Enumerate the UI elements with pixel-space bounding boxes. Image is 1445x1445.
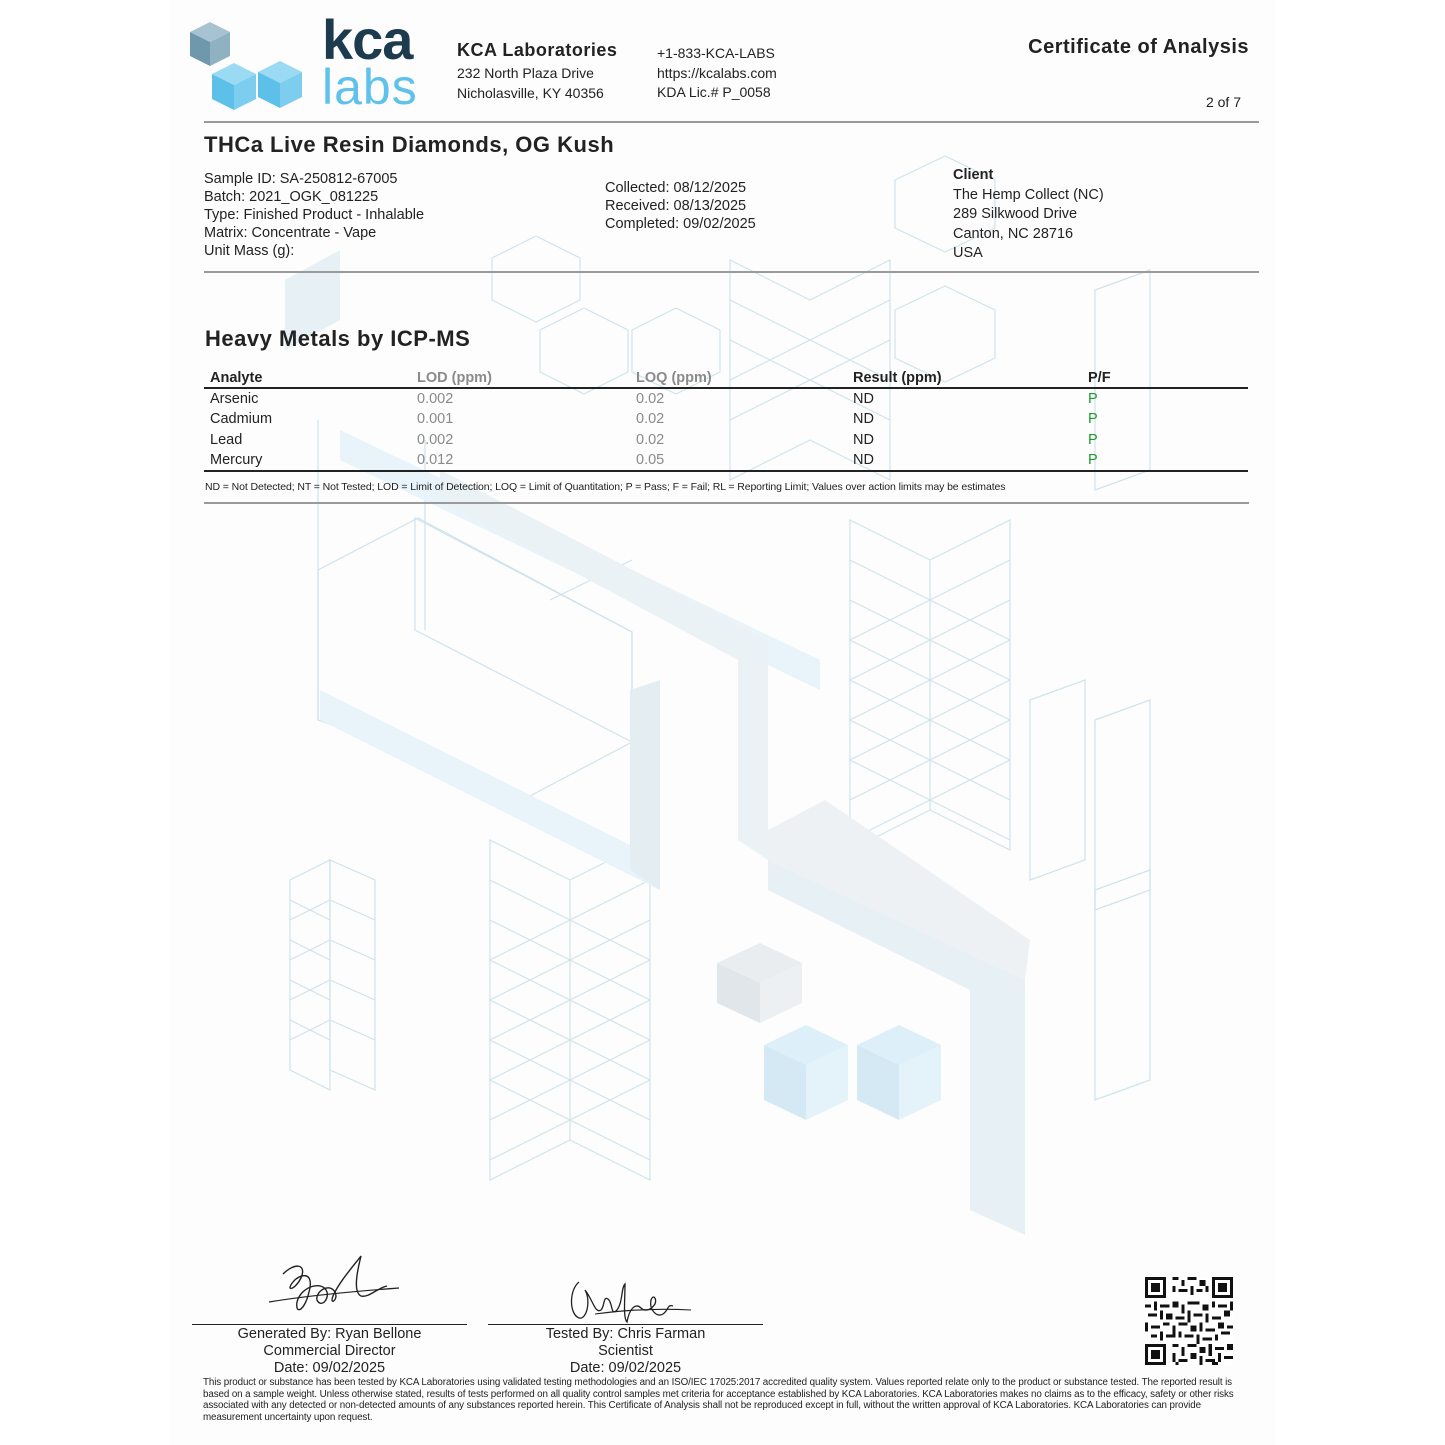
kca-logo-icon: [188, 18, 308, 113]
signature-ryan-bellone-icon: [265, 1252, 405, 1327]
table-row: [204, 409, 1248, 430]
document-title: Certificate of Analysis: [1028, 36, 1249, 58]
sample-id: Sample ID: SA-250812-67005: [204, 171, 398, 187]
table-legend-note: ND = Not Detected; NT = Not Tested; LOD = Limit of Detection; LOQ = Limit of Quantitation; P = Pass; F = Fail; RL = Reporting Limit; Values over action limits may be estimates: [205, 481, 1006, 493]
header-analyte: Analyte: [204, 368, 411, 388]
cell-pf: P: [1088, 431, 1098, 448]
sample-divider: [204, 271, 1259, 273]
header-result: Result (ppm): [847, 368, 1082, 388]
lab-name: KCA Laboratories: [457, 40, 618, 60]
table-header-row: [204, 368, 1248, 388]
header-loq: LOQ (ppm): [630, 368, 847, 388]
date-collected: Collected: 08/12/2025: [605, 180, 747, 196]
lab-address-line1: 232 North Plaza Drive: [457, 65, 594, 81]
sample-unit-mass: Unit Mass (g):: [204, 243, 295, 259]
cell-loq: 0.02: [636, 411, 665, 428]
cell-loq: 0.02: [636, 390, 665, 407]
sample-batch: Batch: 2021_OGK_081225: [204, 189, 379, 205]
header-lod: LOD (ppm): [411, 368, 630, 388]
header-pf: P/F: [1082, 368, 1248, 388]
cell-loq: 0.05: [630, 450, 847, 471]
tested-title: Scientist: [598, 1343, 653, 1359]
cell-loq: 0.02: [636, 431, 665, 448]
signature-line-tested: [488, 1324, 763, 1325]
logo-wordmark-labs: labs: [322, 59, 418, 115]
lab-address-block: [457, 40, 617, 103]
sample-info-block: [204, 170, 424, 260]
signature-tested-block: [488, 1326, 763, 1377]
certificate-page: [170, 0, 1275, 1445]
sample-matrix: Matrix: Concentrate - Vape: [204, 225, 377, 241]
cell-pf: P: [1088, 411, 1098, 428]
logo-wordmark-kca: kca: [322, 8, 413, 71]
table-row: [204, 429, 1248, 450]
table-row: [204, 388, 1248, 409]
lab-address-line2: Nicholasville, KY 40356: [457, 85, 604, 101]
sample-dates-block: [605, 179, 756, 233]
qr-code-icon[interactable]: [1145, 1277, 1233, 1365]
cell-result: ND: [853, 390, 874, 407]
cell-pf: P: [1088, 390, 1098, 407]
generated-by: Generated By: Ryan Bellone: [237, 1326, 422, 1342]
cell-analyte: Cadmium: [210, 411, 273, 428]
cell-analyte: Lead: [210, 431, 243, 448]
cell-analyte: Arsenic: [210, 390, 259, 407]
generated-title: Commercial Director: [263, 1343, 396, 1359]
lab-contact-block: [657, 44, 777, 103]
generated-date: Date: 09/02/2025: [273, 1360, 386, 1376]
product-name: THCa Live Resin Diamonds, OG Kush: [204, 132, 615, 157]
signature-chris-farman-icon: [565, 1270, 695, 1330]
signature-generated-block: [192, 1326, 467, 1377]
cell-pf: P: [1082, 450, 1248, 471]
cell-result: ND: [847, 450, 1082, 471]
disclaimer-text: This product or substance has been tested by KCA Laboratories using validated testing methodologies and an ISO/IEC 17025:2017 accredited quality system. Values reported relate only to the product or substance tested. The reported result is based on a sample weight. Unless otherwise stated, results of tests performed on all quality control samples met criteria for acceptance established by KCA Laboratories. KCA Laboratories makes no claims as to the efficacy, safety or other risks associated with any detected or non-detected amounts of any substances reported herein. This Certificate of Analysis shall not be reproduced except in full, without the written approval of KCA Laboratories. KCA Laboratories can provide measurement uncertainty upon request.: [203, 1377, 1234, 1423]
heavy-metals-table: [204, 368, 1248, 472]
header-divider: [204, 121, 1259, 123]
client-block: [953, 166, 1104, 264]
lab-phone: +1-833-KCA-LABS: [657, 45, 775, 61]
page-indicator: 2 of 7: [1205, 94, 1241, 110]
signature-line-generated: [192, 1324, 467, 1325]
cell-lod: 0.002: [417, 431, 454, 448]
cell-analyte: Mercury: [204, 450, 411, 471]
cell-lod: 0.012: [411, 450, 630, 471]
sample-type: Type: Finished Product - Inhalable: [204, 207, 425, 223]
cell-lod: 0.002: [417, 390, 454, 407]
cell-result: ND: [853, 431, 874, 448]
client-address-line2: Canton, NC 28716: [953, 225, 1074, 242]
lab-license: KDA Lic.# P_0058: [657, 84, 771, 100]
client-country: USA: [953, 245, 983, 261]
tested-by: Tested By: Chris Farman: [545, 1326, 706, 1342]
legend-divider: [204, 502, 1249, 504]
client-address-line1: 289 Silkwood Drive: [953, 206, 1078, 222]
cell-result: ND: [853, 411, 874, 428]
cell-lod: 0.001: [417, 411, 454, 428]
date-completed: Completed: 09/02/2025: [605, 216, 756, 232]
date-received: Received: 08/13/2025: [605, 198, 747, 214]
client-name: The Hemp Collect (NC): [953, 186, 1104, 203]
client-label: Client: [953, 167, 994, 183]
tested-date: Date: 09/02/2025: [569, 1360, 682, 1376]
section-title: Heavy Metals by ICP-MS: [205, 326, 471, 351]
table-row: [204, 450, 1248, 471]
lab-website-link[interactable]: https://kcalabs.com: [657, 64, 777, 81]
